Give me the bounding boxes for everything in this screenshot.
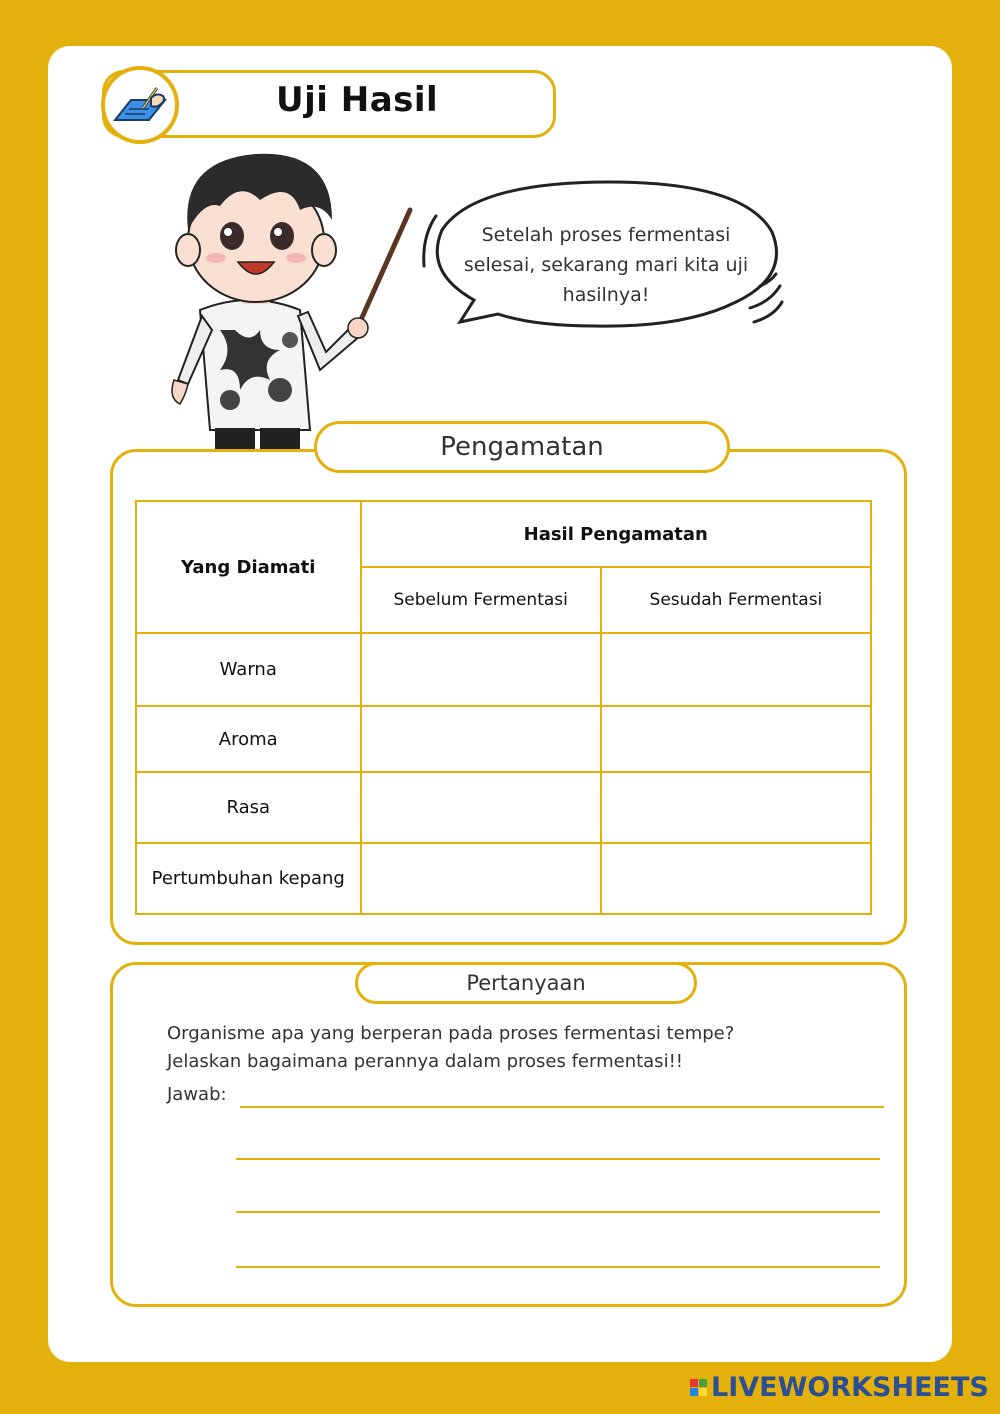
title-icon-badge <box>101 66 179 144</box>
answer-cell-before[interactable] <box>361 843 601 914</box>
question-line-2: Jelaskan bagaimana perannya dalam proses fermentasi!! <box>167 1051 683 1072</box>
answer-line[interactable] <box>236 1266 880 1268</box>
subheader-before: Sebelum Fermentasi <box>361 567 601 633</box>
question-title: Pertanyaan <box>355 962 697 1004</box>
answer-cell-before[interactable] <box>361 633 601 706</box>
table-row <box>136 843 871 914</box>
brand-text: LIVEWORKSHEETS <box>711 1372 989 1403</box>
answer-line[interactable] <box>236 1158 880 1160</box>
row-label: Pertumbuhan kepang <box>136 843 361 914</box>
observation-title: Pengamatan <box>314 421 730 473</box>
question-text <box>167 1020 734 1076</box>
table-row <box>136 772 871 843</box>
liveworksheets-mark-icon <box>690 1379 707 1396</box>
row-label: Rasa <box>136 772 361 843</box>
page-title: Uji Hasil <box>276 80 439 120</box>
table-header-row <box>136 501 871 567</box>
question-line-1: Organisme apa yang berperan pada proses fermentasi tempe? <box>167 1023 735 1044</box>
subheader-after: Sesudah Fermentasi <box>601 567 871 633</box>
answer-cell-before[interactable] <box>361 772 601 843</box>
answer-cell-after[interactable] <box>601 772 871 843</box>
answer-line[interactable] <box>236 1211 880 1213</box>
speech-bubble-text: Setelah proses fermentasi selesai, sekarang mari kita uji hasilnya! <box>463 224 749 306</box>
liveworksheets-logo <box>690 1372 989 1403</box>
teacher-illustration <box>160 140 420 452</box>
row-label: Aroma <box>136 706 361 772</box>
col-header-item: Yang Diamati <box>136 501 361 633</box>
answer-label: Jawab: <box>167 1084 227 1105</box>
table-row <box>136 706 871 772</box>
answer-cell-after[interactable] <box>601 706 871 772</box>
observation-table <box>135 500 872 915</box>
answer-cell-after[interactable] <box>601 843 871 914</box>
row-label: Warna <box>136 633 361 706</box>
answer-cell-after[interactable] <box>601 633 871 706</box>
table-row <box>136 633 871 706</box>
question-section <box>110 962 907 1307</box>
answer-cell-before[interactable] <box>361 706 601 772</box>
writing-hand-icon <box>111 78 173 134</box>
answer-line[interactable] <box>240 1106 884 1108</box>
col-header-result: Hasil Pengamatan <box>361 501 871 567</box>
